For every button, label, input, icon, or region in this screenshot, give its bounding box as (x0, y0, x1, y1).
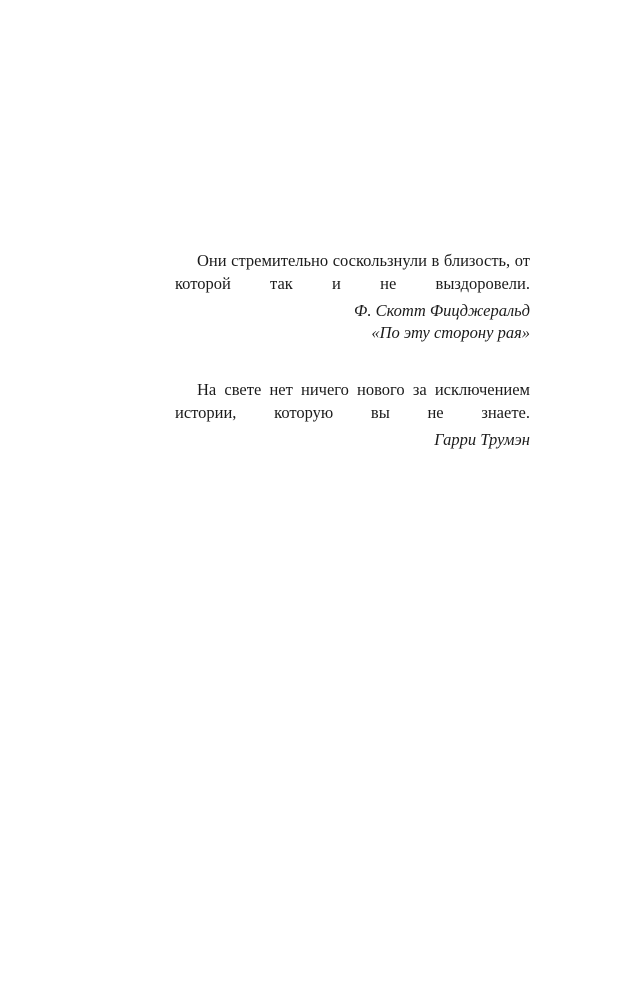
epigraph-author: Гарри Трумэн (434, 429, 530, 449)
epigraph-quote-text: Они стремительно соскользнули в близость, от которой так и не выздоровели. (175, 251, 530, 293)
epigraph-source: «По эту сторону рая» (371, 323, 530, 343)
epigraph-second (175, 379, 530, 451)
epigraph-block (175, 250, 530, 451)
epigraph-author: Ф. Скотт Фицджеральд (354, 300, 530, 320)
epigraph-quote-text: На свете нет ничего нового за исключением истории, которую вы не знаете. (175, 380, 530, 422)
epigraph-first (175, 250, 530, 345)
